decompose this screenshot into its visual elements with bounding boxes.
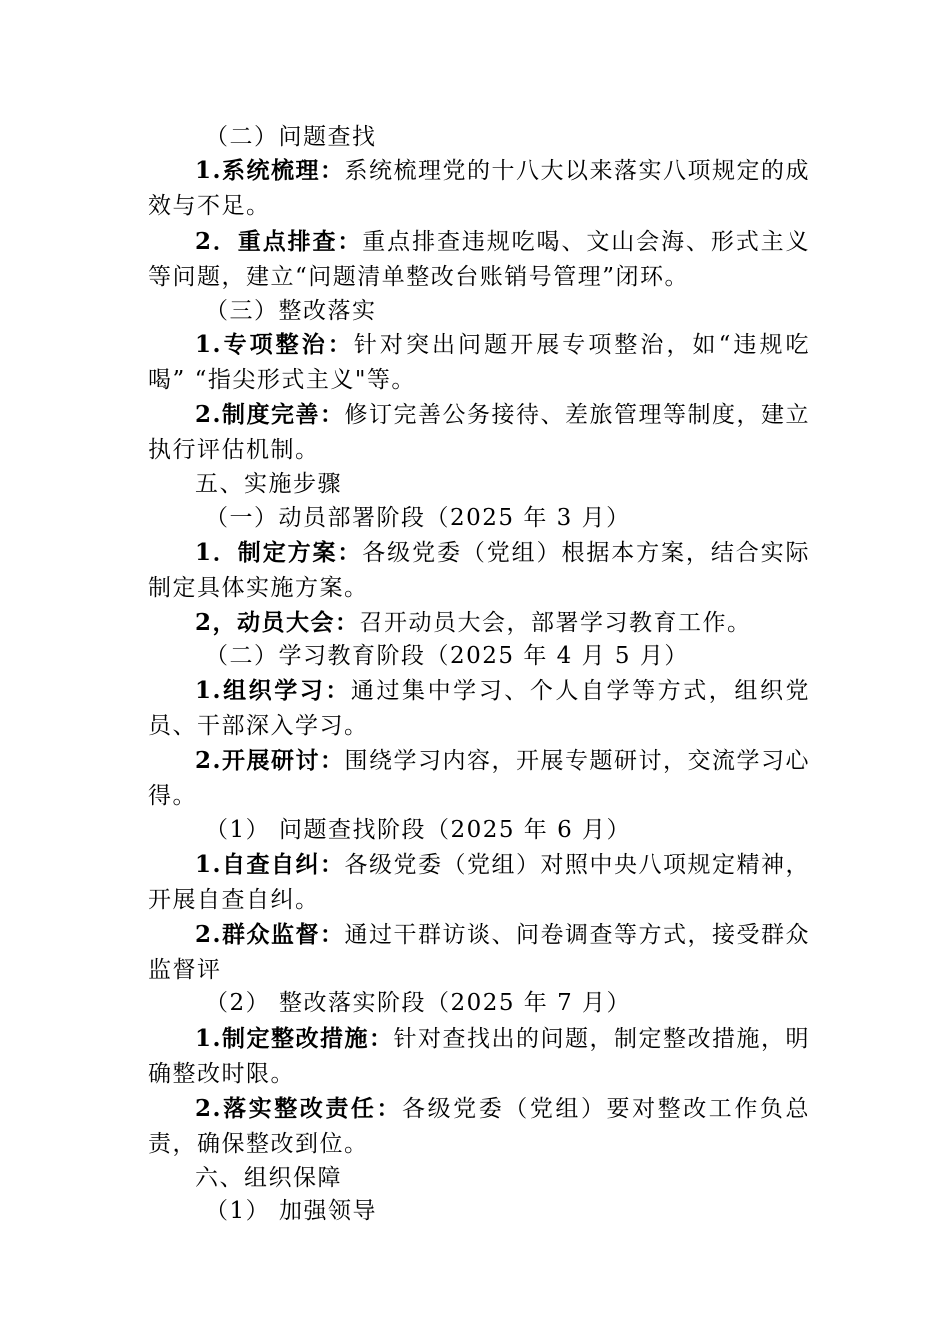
item-body: 召开动员大会，部署学习教育工作。: [359, 610, 752, 636]
list-item: [148, 535, 810, 606]
list-item: [148, 153, 810, 224]
item-lead: 2.制度完善：: [195, 401, 345, 428]
subsection-heading: （二）学习教育阶段（2025 年 4 月 5 月）: [205, 643, 689, 669]
section-heading: 六、组织保障: [195, 1165, 342, 1191]
list-item: [148, 1021, 810, 1092]
item-lead: 1．制定方案：: [195, 539, 363, 566]
item-body: 各级党委（党组）对照中央八项规定精神，开展自查自纠。: [148, 852, 811, 913]
subsection-heading: （一）动员部署阶段（2025 年 3 月）: [205, 505, 631, 531]
item-body: 修订完善公务接待、差旅管理等制度，建立执行评估机制。: [148, 402, 811, 463]
item-lead: 2.开展研讨：: [195, 747, 345, 774]
list-item: [148, 397, 810, 468]
list-item: [148, 847, 810, 918]
list-item: [148, 917, 810, 988]
subsection-heading: （2） 整改落实阶段（2025 年 7 月）: [205, 990, 632, 1016]
item-lead: 2．重点排查：: [195, 228, 363, 255]
item-lead: 1.组织学习：: [195, 677, 351, 704]
item-body: 针对突出问题开展专项整治，如“违规吃喝” “指尖形式主义"等。: [148, 332, 811, 393]
item-lead: 1.制定整改措施：: [195, 1025, 394, 1052]
list-item: [148, 743, 810, 814]
item-body: 各级党委（党组）根据本方案，结合实际制定具体实施方案。: [148, 540, 810, 601]
item-body: 针对查找出的问题，制定整改措施，明确整改时限。: [148, 1026, 811, 1087]
item-body: 围绕学习内容，开展专题研讨，交流学习心得。: [148, 748, 811, 809]
list-item: [148, 673, 810, 744]
item-body: 通过集中学习、个人自学等方式，组织党员、干部深入学习。: [148, 678, 811, 739]
item-body: 重点排查违规吃喝、文山会海、形式主义等问题，建立“问题清单整改台账销号管理”闭环。: [148, 229, 810, 290]
list-item: [148, 605, 810, 641]
subsection-heading: （1） 问题查找阶段（2025 年 6 月）: [205, 817, 632, 843]
item-lead: 2，动员大会：: [195, 609, 360, 636]
item-lead: 1.专项整治：: [195, 331, 354, 358]
subsection-heading: （三）整改落实: [205, 298, 377, 324]
section-heading: 五、实施步骤: [195, 471, 342, 497]
item-body: 通过干群访谈、问卷调查等方式，接受群众监督评: [148, 922, 811, 983]
item-lead: 1.系统梳理：: [195, 157, 345, 184]
item-lead: 1.自查自纠：: [195, 851, 345, 878]
list-item: [148, 327, 810, 398]
item-lead: 2.群众监督：: [195, 921, 345, 948]
item-body: 各级党委（党组）要对整改工作负总责，确保整改到位。: [148, 1096, 810, 1157]
subsection-heading: （1） 加强领导: [205, 1198, 377, 1224]
list-item: [148, 224, 810, 295]
item-lead: 2.落实整改责任：: [195, 1095, 403, 1122]
list-item: [148, 1091, 810, 1162]
subsection-heading: （二）问题查找: [205, 124, 377, 150]
item-body: 系统梳理党的十八大以来落实八项规定的成效与不足。: [148, 158, 811, 219]
